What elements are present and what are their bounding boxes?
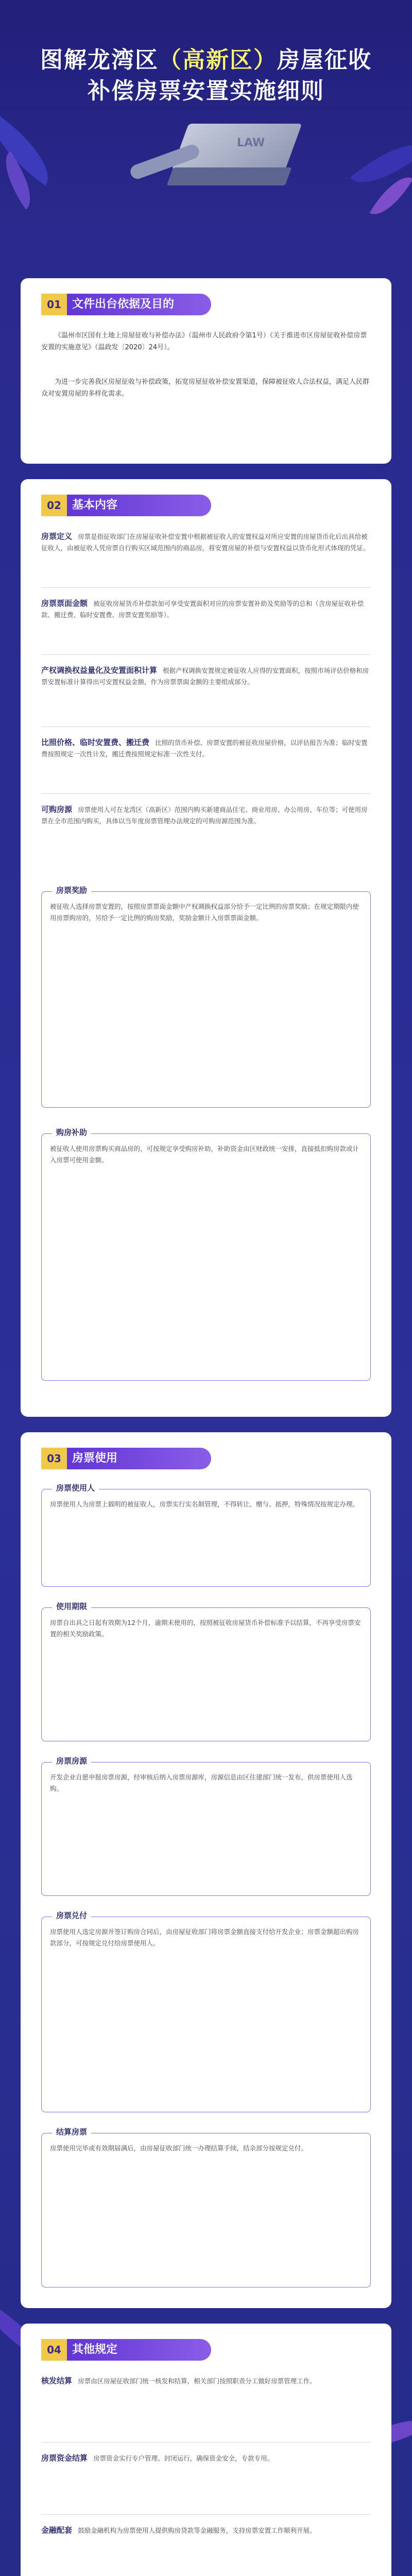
box-title: 结算房票 bbox=[52, 2126, 91, 2137]
section-card-basic-content bbox=[21, 479, 391, 1417]
section-number: 03 bbox=[41, 1448, 67, 1469]
section-title: 基本内容 bbox=[72, 499, 118, 512]
box-text: 房票使用完毕或有效期届满后，由房屋征收部门统一办理结算手续，结余部分按规定兑付。 bbox=[50, 2144, 308, 2152]
divider bbox=[41, 793, 371, 794]
section-title: 其他规定 bbox=[72, 2343, 118, 2356]
item-tag: 比照价格、临时安置费、搬迁费 bbox=[41, 738, 150, 747]
content-item bbox=[41, 665, 371, 688]
content-item bbox=[41, 531, 371, 554]
box-title: 使用期限 bbox=[52, 1601, 91, 1612]
content-item bbox=[41, 2452, 371, 2464]
item-text: 房票是指征收部门在房屋征收补偿安置中根据被征收人的安置权益对所应安置的房屋货币化后出具给被征收人，由被征收人凭房票自行购买区域范围内的商品房，将安置房屋的补偿与安置权益以货币化形式体现的凭证。 bbox=[41, 533, 370, 552]
page-title-line1 bbox=[0, 41, 412, 74]
book-label: LAW bbox=[237, 137, 265, 149]
section-card-basis bbox=[21, 278, 391, 464]
section-header bbox=[41, 294, 211, 315]
book-side bbox=[167, 167, 292, 185]
section-card-other bbox=[21, 2324, 391, 2576]
item-text: 房票资金实行专户管理、封闭运行，确保资金安全，专款专用。 bbox=[93, 2454, 274, 2462]
box-text: 房票使用人为房票上载明的被征收人，房票实行实名制管理，不得转让、赠与、抵押，特殊情况按规定办理。 bbox=[50, 1500, 359, 1508]
divider bbox=[41, 654, 371, 655]
item-tag: 房票票面金额 bbox=[41, 599, 88, 608]
item-tag: 可购房源 bbox=[41, 805, 73, 814]
item-tag: 房票定义 bbox=[41, 532, 73, 541]
section-number: 04 bbox=[41, 2339, 67, 2361]
section-card-usage bbox=[21, 1432, 391, 2308]
content-item bbox=[41, 598, 371, 621]
item-text: 房票使用人可在龙湾区（高新区）范围内购买新建商品住宅、商业用房、办公用房、车位等；可使用房票在全市范围内购买，具体以当年度房票管理办法规定的可购房源范围为准。 bbox=[41, 806, 368, 825]
usage-item bbox=[41, 1602, 371, 1741]
usage-item bbox=[41, 1483, 371, 1587]
content-item bbox=[41, 2524, 371, 2536]
divider bbox=[41, 2442, 371, 2443]
section-header bbox=[41, 2339, 211, 2361]
box-text: 被征收人使用房票购买商品房的，可按规定享受购房补助，补助资金由区财政统一安排，直接抵扣购房款或计入房票可使用金额。 bbox=[50, 1145, 359, 1164]
box-title: 购房补助 bbox=[52, 1127, 91, 1138]
box-title: 房票兑付 bbox=[52, 1910, 91, 1921]
box-title: 房票使用人 bbox=[52, 1482, 99, 1493]
box-title: 房票奖励 bbox=[52, 885, 91, 895]
page-title-line2: 补偿房票安置实施细则 bbox=[88, 78, 324, 104]
content-item bbox=[41, 737, 371, 760]
paragraph: 为进一步完善我区房屋征收与补偿政策，拓宽房屋征收补偿安置渠道，保障被征收人合法权益，满足人民群众对安置房屋的多样化需求。 bbox=[41, 378, 370, 398]
item-tag: 产权调换权益量化及安置面积计算 bbox=[41, 666, 158, 675]
section-title: 房票使用 bbox=[72, 1452, 118, 1465]
item-tag: 核发结算 bbox=[41, 2376, 73, 2385]
divider bbox=[41, 587, 371, 588]
title-part: 房屋征收 bbox=[277, 47, 372, 73]
box-text: 房票使用人选定房源并签订购房合同后，由房屋征收部门将房票金额直接支付给开发企业；房票金额超出购房款部分，可按规定兑付给房票使用人。 bbox=[50, 1928, 359, 1947]
item-text: 根据产权调换安置规定被征收人应得的安置面积，按照市场评估价格和房票安置标准计算得出可安置权益金额，作为房票票面金额的主要组成部分。 bbox=[41, 667, 369, 686]
section-header bbox=[41, 495, 211, 516]
usage-item bbox=[41, 1911, 371, 2112]
box-title: 房票房源 bbox=[52, 1755, 91, 1766]
divider bbox=[41, 2514, 371, 2515]
section-number: 01 bbox=[41, 294, 67, 315]
section-header bbox=[41, 1448, 211, 1469]
info-box-reward bbox=[41, 886, 371, 1108]
item-text: 被征收房屋货币补偿款加可享受安置面积对应的房票安置补助及奖励等的总和（含房屋征收补偿款、搬迁费、临时安置费、房票安置奖励等）。 bbox=[41, 600, 364, 619]
item-tag: 金融配套 bbox=[41, 2526, 73, 2535]
box-text: 被征收人选择房票安置的，按照房票票面金额中产权调换权益部分给予一定比例的房票奖励；在规定期限内使用房票购房的，另给予一定比例的购房奖励，奖励金额计入房票票面金额。 bbox=[50, 903, 359, 922]
content-item bbox=[41, 804, 371, 827]
item-text: 房票由区房屋征收部门统一核发和结算，相关部门按照职责分工做好房票管理工作。 bbox=[78, 2377, 316, 2385]
divider bbox=[41, 726, 371, 727]
section-number: 02 bbox=[41, 495, 67, 516]
usage-item bbox=[41, 2127, 371, 2287]
info-box-subsidy bbox=[41, 1128, 371, 1381]
item-tag: 房票资金结算 bbox=[41, 2453, 88, 2463]
title-highlight: （高新区） bbox=[159, 47, 277, 73]
page-header bbox=[0, 0, 412, 268]
paragraph: 《温州市区国有土地上房屋征收与补偿办法》（温州市人民政府令第1号）《关于推进市区房屋征收补偿房票安置的实施意见》（温政发〔2020〕24号）。 bbox=[41, 332, 367, 351]
item-text: 比照的货币补偿、房票安置的被征收房屋价格，以评估报告为准；临时安置费按照规定一次性计发，搬迁费按照规定标准一次性支付。 bbox=[41, 739, 368, 758]
title-part: 图解龙湾区 bbox=[40, 47, 159, 73]
usage-item bbox=[41, 1756, 371, 1896]
content-item bbox=[41, 2375, 371, 2387]
box-text: 开发企业自愿申报房票房源，经审核后纳入房票房源库，房源信息由区住建部门统一发布，供房票使用人选购。 bbox=[50, 1773, 353, 1792]
section-title: 文件出台依据及目的 bbox=[72, 298, 175, 311]
item-text: 鼓励金融机构为房票使用人提供购房贷款等金融服务，支持房票安置工作顺利开展。 bbox=[78, 2527, 316, 2534]
box-text: 房票自出具之日起有效期为12个月，逾期未使用的，按照被征收房屋货币补偿标准予以结算，不再享受房票安置的相关奖励政策。 bbox=[50, 1619, 361, 1638]
